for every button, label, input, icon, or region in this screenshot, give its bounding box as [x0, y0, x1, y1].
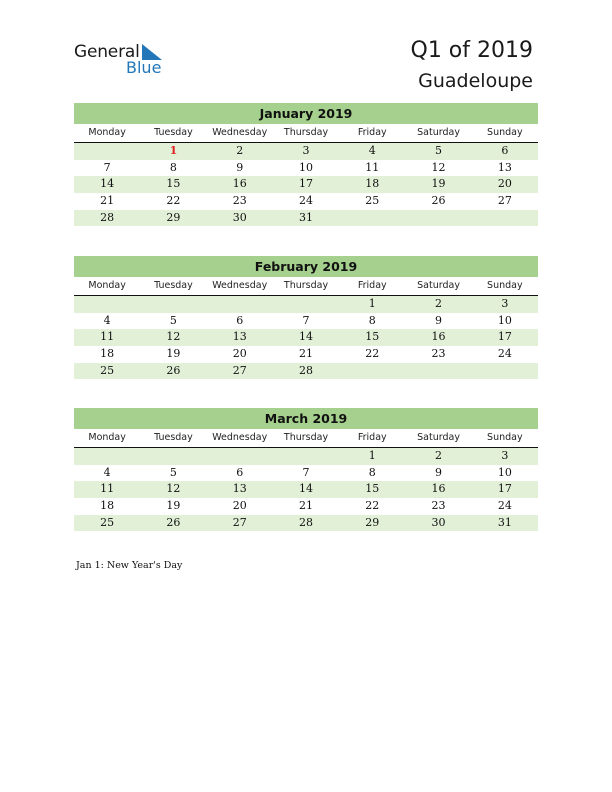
day-cell: 19	[166, 499, 181, 513]
weekday-label: Thursday	[283, 127, 329, 138]
day-cell: 4	[103, 313, 111, 327]
day-cell: 24	[497, 347, 512, 361]
day-cell: 12	[166, 482, 181, 496]
day-cell: 28	[298, 515, 313, 529]
week-row	[74, 210, 538, 227]
weekday-label: Friday	[357, 432, 387, 443]
weekday-label: Saturday	[417, 432, 460, 443]
week-row	[74, 346, 538, 363]
week-row	[74, 176, 538, 193]
day-cell: 22	[365, 499, 380, 513]
day-cell: 8	[368, 313, 376, 327]
weekday-label: Tuesday	[154, 280, 193, 291]
day-cell	[74, 143, 140, 160]
day-cell: 24	[298, 194, 313, 208]
day-cell: 19	[166, 347, 181, 361]
week-row	[74, 296, 538, 313]
day-cell: 27	[232, 363, 247, 377]
day-cell: 21	[298, 499, 313, 513]
month-calendar-february	[74, 256, 538, 379]
week-row	[74, 193, 538, 210]
day-cell: 14	[298, 482, 313, 496]
day-cell: 21	[298, 347, 313, 361]
day-cell: 29	[166, 210, 181, 224]
day-cell: 9	[236, 160, 244, 174]
month-title: February 2019	[74, 256, 538, 277]
day-cell: 16	[431, 330, 446, 344]
week-row	[74, 498, 538, 515]
day-cell: 5	[169, 465, 177, 479]
day-cell	[207, 296, 273, 313]
day-cell	[472, 363, 538, 380]
day-cell: 6	[236, 313, 244, 327]
day-cell: 30	[431, 515, 446, 529]
day-cell: 25	[365, 194, 380, 208]
day-cell: 3	[501, 297, 509, 310]
weekday-header-row	[74, 429, 538, 448]
week-row	[74, 143, 538, 160]
day-cell: 28	[298, 363, 313, 377]
weekday-label: Sunday	[487, 127, 523, 138]
day-cell: 24	[497, 499, 512, 513]
day-cell: 15	[365, 330, 380, 344]
day-cell: 4	[368, 144, 376, 157]
day-cell: 3	[501, 449, 509, 462]
day-cell: 22	[365, 347, 380, 361]
day-cell	[140, 448, 206, 465]
weekday-label: Saturday	[417, 280, 460, 291]
day-cell: 1	[368, 449, 376, 462]
day-cell: 17	[497, 482, 512, 496]
day-cell: 26	[166, 363, 181, 377]
weekday-label: Friday	[357, 280, 387, 291]
day-cell	[273, 296, 339, 313]
day-cell: 2	[236, 144, 244, 157]
day-cell: 17	[497, 330, 512, 344]
day-cell: 11	[100, 482, 115, 496]
day-cell: 27	[232, 515, 247, 529]
day-cell: 9	[435, 313, 443, 327]
day-cell: 21	[100, 194, 115, 208]
day-cell: 12	[431, 160, 446, 174]
day-cell: 23	[232, 194, 247, 208]
week-row	[74, 313, 538, 330]
day-cell: 23	[431, 347, 446, 361]
day-cell: 7	[103, 160, 111, 174]
weekday-label: Sunday	[487, 280, 523, 291]
weekday-label: Tuesday	[154, 432, 193, 443]
day-cell: 29	[365, 515, 380, 529]
day-cell: 18	[365, 177, 380, 191]
week-row	[74, 481, 538, 498]
weekday-label: Wednesday	[212, 280, 268, 291]
weekday-header-row	[74, 277, 538, 296]
logo-text-blue: Blue	[126, 58, 162, 77]
week-row	[74, 329, 538, 346]
day-cell	[339, 363, 405, 380]
day-cell: 5	[169, 313, 177, 327]
weekday-label: Tuesday	[154, 127, 193, 138]
day-cell: 11	[100, 330, 115, 344]
day-cell: 5	[435, 144, 443, 157]
day-cell: 8	[169, 160, 177, 174]
day-cell: 12	[166, 330, 181, 344]
month-title: January 2019	[74, 103, 538, 124]
weekday-label: Monday	[88, 280, 126, 291]
holiday-note: Jan 1: New Year's Day	[76, 560, 183, 571]
logo-text-general: General	[74, 42, 140, 62]
day-cell: 3	[302, 144, 310, 157]
weekday-label: Thursday	[283, 432, 329, 443]
day-cell: 23	[431, 499, 446, 513]
weekday-label: Wednesday	[212, 127, 268, 138]
weekday-label: Saturday	[417, 127, 460, 138]
day-cell: 15	[166, 177, 181, 191]
day-cell: 20	[232, 347, 247, 361]
day-cell: 25	[100, 363, 115, 377]
day-cell	[74, 448, 140, 465]
brand-logo	[74, 42, 174, 78]
month-calendar-january	[74, 103, 538, 226]
day-cell: 8	[368, 465, 376, 479]
day-cell: 18	[100, 347, 115, 361]
day-cell: 6	[501, 144, 509, 157]
day-cell: 25	[100, 515, 115, 529]
day-cell: 10	[497, 465, 512, 479]
day-cell: 13	[497, 160, 512, 174]
month-calendar-march	[74, 408, 538, 531]
weekday-header-row	[74, 124, 538, 143]
day-cell: 30	[232, 210, 247, 224]
day-cell: 13	[232, 330, 247, 344]
day-cell	[472, 210, 538, 227]
day-cell: 10	[298, 160, 313, 174]
day-cell: 2	[435, 449, 443, 462]
weekday-label: Thursday	[283, 280, 329, 291]
day-cell: 7	[302, 465, 310, 479]
day-cell: 15	[365, 482, 380, 496]
day-cell: 31	[497, 515, 512, 529]
day-cell	[339, 210, 405, 227]
week-row	[74, 465, 538, 482]
day-cell: 16	[232, 177, 247, 191]
day-cell: 26	[431, 194, 446, 208]
day-cell	[405, 210, 471, 227]
day-cell	[207, 448, 273, 465]
day-cell: 10	[497, 313, 512, 327]
day-cell: 27	[497, 194, 512, 208]
week-row	[74, 515, 538, 532]
week-row	[74, 448, 538, 465]
weekday-label: Monday	[88, 127, 126, 138]
day-cell: 13	[232, 482, 247, 496]
day-cell: 14	[100, 177, 115, 191]
day-cell: 26	[166, 515, 181, 529]
day-cell: 11	[365, 160, 380, 174]
week-row	[74, 363, 538, 380]
day-cell: 28	[100, 210, 115, 224]
day-cell: 16	[431, 482, 446, 496]
weekday-label: Friday	[357, 127, 387, 138]
day-cell: 7	[302, 313, 310, 327]
day-cell: 6	[236, 465, 244, 479]
day-cell: 2	[435, 297, 443, 310]
day-cell: 1	[368, 297, 376, 310]
day-cell: 4	[103, 465, 111, 479]
day-cell: 20	[497, 177, 512, 191]
weekday-label: Monday	[88, 432, 126, 443]
day-cell-holiday: 1	[169, 144, 178, 157]
day-cell: 18	[100, 499, 115, 513]
day-cell	[273, 448, 339, 465]
day-cell: 19	[431, 177, 446, 191]
day-cell	[140, 296, 206, 313]
weekday-label: Wednesday	[212, 432, 268, 443]
page-title: Q1 of 2019	[410, 38, 533, 63]
day-cell: 14	[298, 330, 313, 344]
day-cell	[74, 296, 140, 313]
day-cell	[405, 363, 471, 380]
day-cell: 31	[298, 210, 313, 224]
page-subtitle: Guadeloupe	[418, 70, 533, 92]
month-title: March 2019	[74, 408, 538, 429]
day-cell: 22	[166, 194, 181, 208]
day-cell: 20	[232, 499, 247, 513]
day-cell: 9	[435, 465, 443, 479]
weekday-label: Sunday	[487, 432, 523, 443]
week-row	[74, 160, 538, 177]
day-cell: 17	[298, 177, 313, 191]
